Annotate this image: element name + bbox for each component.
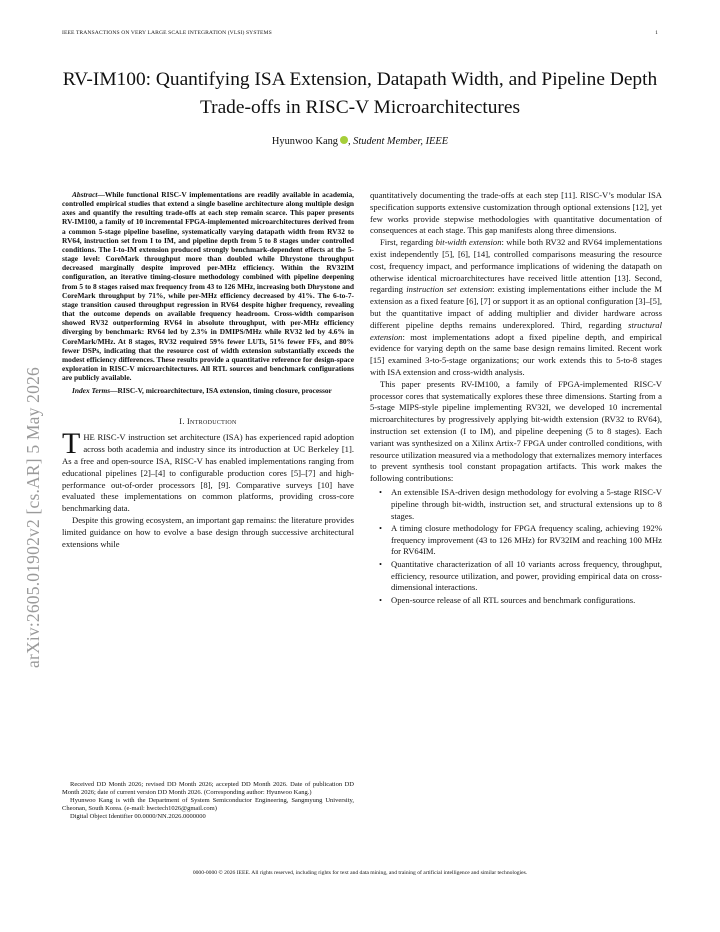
introduction-body	[62, 427, 354, 550]
dims-em-bit-width: bit-width extension	[435, 237, 502, 248]
intro-paragraph-1-text: HE RISC-V instruction set architecture (ISA) has experienced rapid adoption across both academia and industry since its introduction at UC Berkeley [1]. As a free and open-source ISA, RISC-V has enabled implementations ranging from educational pipelines [2]–[4] to configurable production cores [5]–[7] and high-performance out-of-order processors [8], [9]. Comparative surveys [10] have evaluated these implementations on common platforms, providing cross-core benchmarking data.	[62, 432, 354, 514]
arxiv-identifier[interactable]: arXiv:2605.01902v2 [cs.AR] 5 May 2026	[23, 367, 43, 668]
running-header	[62, 30, 658, 40]
dims-text-c: : existing implementations either include the M extension as a fixed feature [6], [7] or support it as an optional configuration [3]–[5], but the quantitative impact of adding multiplier and divider hardware across different pipeline depths remains underexplored. Third, regarding	[370, 284, 663, 330]
footnotes	[62, 781, 354, 821]
dims-em-isa: instruction set extension	[406, 284, 493, 295]
dims-text-a: First, regarding	[380, 237, 436, 248]
index-terms-label: Index Terms	[72, 386, 111, 396]
footnote-affiliation: Hyunwoo Kang is with the Department of System Semiconductor Engineering, Sangmyung University, Cheonan, South Korea. (e-mail: hwctech1026@gmail.com)	[62, 797, 354, 813]
contribution-item: • A timing closure methodology for FPGA frequency scaling, achieving 192% frequency improvement (43 to 126 MHz) for RV32IM and reaching 100 MHz for RV64IM.	[370, 523, 662, 558]
dims-text-b: : while both RV32 and RV64 implementations exist independently [5], [6], [14], controlled comparisons measuring the resource cost, frequency impact, and performance implications of widening the datapath on otherwise identical microarchitectures have received little attention [13]. Second, regarding	[370, 237, 662, 295]
left-column	[62, 190, 354, 550]
page-number: 1	[655, 30, 658, 36]
contribution-item: • Quantitative characterization of all 10 variants across frequency, throughput, efficiency, resource utilization, and power, providing empirical data on cross-dimensional interactions.	[370, 559, 662, 594]
section-heading-introduction: I. Introduction	[179, 417, 237, 427]
copyright-notice: 0000-0000 © 2026 IEEE. All rights reserved, including rights for text and data mining, and training of artificial intelligence and similar technologies.	[192, 870, 528, 876]
dims-em-structural: structural extension	[370, 319, 662, 342]
author-membership: , Student Member, IEEE	[347, 136, 449, 147]
contributions-list	[370, 487, 662, 606]
contribution-item: • Open-source release of all RTL sources and benchmark configurations.	[370, 595, 662, 607]
right-paragraph-continuation: quantitatively documenting the trade-offs at each step [11]. RISC-V’s modular ISA specification supports extensive customization through optional extensions [12], yet few works provide stepwise methodologies with quantitative documentation of consequences at each stage. This gap manifests along three dimensions.	[370, 190, 662, 236]
intro-paragraph-2: Despite this growing ecosystem, an important gap remains: the literature provides limited guidance on how to evolve a base design through successive architectural extensions while	[62, 515, 354, 549]
abstract-text: —While functional RISC-V implementations are readily available in academia, controlled empirical studies that extend a single baseline architecture along multiple design axes and quantify the resulting trade-offs at each step remain scarce. This paper presents RV-IM100, a family of 10 incremental FPGA-implemented microarchitectures derived from a common 5-stage pipeline baseline, systematically varying datapath width from RV32 to RV64, instruction set from I to IM, and pipeline depth from 5 to 8 stages under controlled conditions. The I-to-IM extension produced strongly benchmark-dependent effects at the 5-stage level: CoreMark throughput more than doubled while Dhrystone throughput decreased marginally despite improved per-MHz efficiency. Within the RV32IM configuration, an iterative timing-closure methodology combined with pipeline deepening from 5 to 8 stages raised max frequency from 43 to 126 MHz, increasing both Dhrystone and CoreMark throughput by 71%, while per-MHz efficiency decreased by 41%. The 6-to-7-stage transition caused throughput regression in RV64 despite higher frequency, revealing that the outcome depends on available frequency headroom. Cross-width comparison showed RV32 outperforming RV64 in absolute throughput, with per-MHz efficiency diverging by benchmark: RV64 led by 2.3% in DMIPS/MHz while RV32 led by 4.6% in CoreMark/MHz. At 8 stages, RV32 required 59% fewer LUTs, 51% fewer FFs, and 80% fewer DSPs, indicating that the resource cost of width extension substantially exceeds the modest efficiency differences. These results provide a quantitative reference for design-space exploration in RISC-V microarchitectures. All RTL sources and benchmark configurations are publicly available.	[62, 190, 354, 383]
footnote-received: Received DD Month 2026; revised DD Month 2026; accepted DD Month 2026. Date of publication DD Month 2026; date of current version DD Month 2026. (Corresponding author: Hyunwoo Kang.)	[62, 781, 354, 797]
abstract-label: Abstract	[72, 190, 98, 199]
index-terms-text: —RISC-V, microarchitecture, ISA extension, timing closure, processor	[110, 386, 332, 396]
author-line	[40, 135, 680, 148]
contribution-item: • An extensible ISA-driven design methodology for evolving a 5-stage RISC-V pipeline through bit-width, instruction set, and structural extensions up to 8 stages.	[370, 487, 662, 522]
dims-text-d: : most implementations adopt a fixed pipeline depth, and empirical evidence for varying depth on the same base design remains limited. Recent work [15] examined 3-to-5-stage organizations; our work extends this to 5-to-8 stages with ISA extension and cross-width analysis.	[370, 331, 662, 377]
abstract	[62, 190, 354, 382]
right-column	[370, 190, 662, 607]
footnote-doi: Digital Object Identifier 00.0000/NN.2026.0000000	[70, 813, 206, 821]
index-terms	[62, 386, 354, 395]
drop-cap: T	[62, 427, 81, 461]
paper-title: RV-IM100: Quantifying ISA Extension, Datapath Width, and Pipeline Depth Trade-offs in RISC-V Microarchitectures	[62, 69, 658, 118]
right-paragraph-dimensions	[370, 237, 662, 379]
author-name: Hyunwoo Kang	[271, 136, 338, 147]
journal-name: IEEE TRANSACTIONS ON VERY LARGE SCALE INTEGRATION (VLSI) SYSTEMS	[62, 30, 272, 36]
intro-paragraph-1	[62, 427, 354, 515]
right-paragraph-paper: This paper presents RV-IM100, a family of FPGA-implemented RISC-V processor cores that systematically explores these three dimensions. Starting from a 5-stage MIPS-style pipeline implementing RV32I, we developed 10 incremental microarchitectures by progressively applying bit-width extension (RV32 to RV64), instruction set extension (I to IM), and pipeline deepening (5 to 8 stages). Each variant was synthesized on a Xilinx Artix-7 FPGA under controlled conditions, with resource utilization measured via a methodology that externalizes memory interfaces to prevent synthesis tool constant propagation artifacts. This work makes the following contributions:	[370, 378, 662, 484]
orcid-icon[interactable]	[340, 136, 348, 144]
